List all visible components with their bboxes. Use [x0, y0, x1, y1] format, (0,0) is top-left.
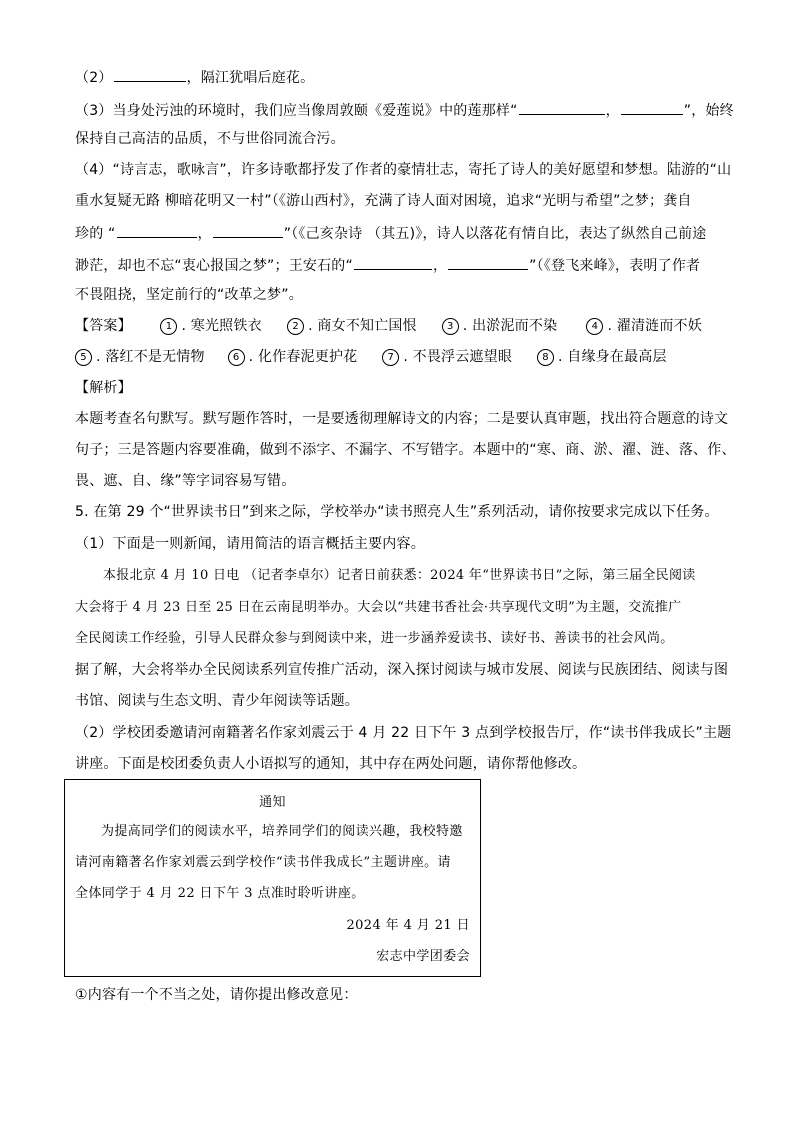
fill-blank[interactable] [621, 99, 683, 115]
fill-blank[interactable] [448, 254, 528, 270]
question-4-line-1: （4）“诗言志，歌咏言”，许多诗歌都抒发了作者的豪情壮志，寄托了诗人的美好愿望和梦想。陆游的“山 [75, 162, 732, 178]
circled-number: 6 [228, 349, 245, 366]
question-3-line-1: （3）当身处污浊的环境时，我们应当像周敦颐《爱莲说》中的莲那样“ ， ”，始终 [75, 99, 734, 121]
task-1-prompt: ①内容有一个不当之处，请你提出修改意见： [75, 987, 358, 1003]
analysis-line-1: 本题考查名句默写。默写题作答时，一是要透彻理解诗文的内容；二是要认真审题，找出符合题意的诗文 [75, 411, 729, 427]
analysis-label: 【解析】 [75, 380, 132, 396]
answer-row-2 [75, 347, 677, 367]
fill-blank[interactable] [117, 222, 197, 238]
notice-body-line-3: 全体同学于 4 月 22 日下午 3 点准时聆听讲座。 [75, 886, 365, 901]
question-4-line-5: 不畏阻挠，坚定前行的“改革之梦”。 [75, 287, 303, 303]
circled-number: 1 [160, 318, 177, 335]
news-line-4: 据了解，大会将举办全民阅读系列宣传推广活动，深入探讨阅读与城市发展、阅读与民族团结、阅读与图 [75, 662, 729, 678]
fill-blank[interactable] [519, 99, 605, 115]
notice-title: 通知 [259, 795, 286, 810]
answer-row-1 [75, 316, 712, 336]
notice-body-line-1: 为提高同学们的阅读水平，培养同学们的阅读兴趣，我校特邀 [101, 824, 463, 839]
circled-number: 3 [442, 318, 459, 335]
notice-signature: 宏志中学团委会 [376, 949, 470, 964]
answer-item: 1 . 寒光照铁衣 [160, 316, 272, 336]
answer-item: 7 . 不畏浮云遮望眼 [382, 347, 522, 367]
analysis-line-2: 句子；三是答题内容要准确，做到不添字、不漏字、不写错字。本题中的“寒、商、淤、濯、涟、落、作、 [75, 442, 736, 458]
question-2-line: （2） ，隔江犹唱后庭花。 [75, 66, 314, 88]
news-line-1: 本报北京 4 月 10 日电 （记者李卓尔）记者日前获悉：2024 年“世界读书日”之际，第三届全民阅读 [103, 568, 696, 583]
notice-date: 2024 年 4 月 21 日 [346, 918, 470, 933]
answer-item: 5 . 落红不是无情物 [75, 347, 213, 367]
notice-body-line-2: 请河南籍著名作家刘震云到学校作“读书伴我成长”主题讲座。请 [75, 855, 451, 870]
fill-blank[interactable] [114, 66, 186, 82]
question-4-line-4: 渺茫，却也不忘“衷心报国之梦”；王安石的“ ， ”（《登飞来峰》，表明了作者 [75, 254, 700, 276]
question-5-sub-2-line-1: （2）学校团委邀请河南籍著名作家刘震云于 4 月 22 日下午 3 点到学校报告厅，作“读书伴我成长”主题 [75, 725, 732, 741]
news-line-3: 全民阅读工作经验，引导人民群众参与到阅读中来，进一步涵养爱读书、读好书、善读书的社会风尚。 [75, 631, 674, 646]
news-line-2: 大会将于 4 月 23 日至 25 日在云南昆明举办。大会以“共建书香社会·共享现代文明”为主题，交流推广 [75, 600, 682, 615]
circled-number: 5 [75, 349, 92, 366]
answer-item: 4 . 濯清涟而不妖 [586, 316, 702, 336]
news-line-5: 书馆、阅读与生态文明、青少年阅读等话题。 [75, 693, 359, 709]
question-3-line-2: 保持自己高洁的品质，不与世俗同流合污。 [75, 131, 345, 147]
answer-item: 8 . 自缘身在最高层 [537, 347, 667, 367]
notice-box [64, 779, 481, 977]
answer-item: 6 . 化作春泥更护花 [228, 347, 368, 367]
answer-label: 【答案】 [75, 318, 132, 334]
circled-number: 7 [382, 349, 399, 366]
circled-number: 8 [537, 349, 554, 366]
circled-number: 2 [287, 318, 304, 335]
question-4-line-3: 珍的 “ ， ”（《己亥杂诗 （其五)》，诗人以落花有情自比，表达了纵然自己前途 [75, 222, 706, 244]
question-4-line-2: 重水复疑无路 柳暗花明又一村”（《游山西村》，充满了诗人面对困境，追求“光明与希望”之梦；龚自 [75, 193, 692, 209]
answer-item: 3 . 出淤泥而不染 [442, 316, 572, 336]
question-5-intro: 5. 在第 29 个“世界读书日”到来之际，学校举办“读书照亮人生”系列活动，请你按要求完成以下任务。 [75, 504, 719, 520]
fill-blank[interactable] [213, 222, 283, 238]
question-5-sub-2-line-2: 讲座。下面是校团委负责人小语拟写的通知，其中存在两处问题，请你帮他修改。 [75, 756, 587, 772]
analysis-line-3: 畏、遮、自、缘”等字词容易写错。 [75, 473, 296, 489]
fill-blank[interactable] [354, 254, 432, 270]
question-5-sub-1: （1）下面是一则新闻，请用简洁的语言概括主要内容。 [75, 536, 425, 552]
answer-item: 2 . 商女不知亡国恨 [287, 316, 427, 336]
circled-number: 4 [586, 318, 603, 335]
